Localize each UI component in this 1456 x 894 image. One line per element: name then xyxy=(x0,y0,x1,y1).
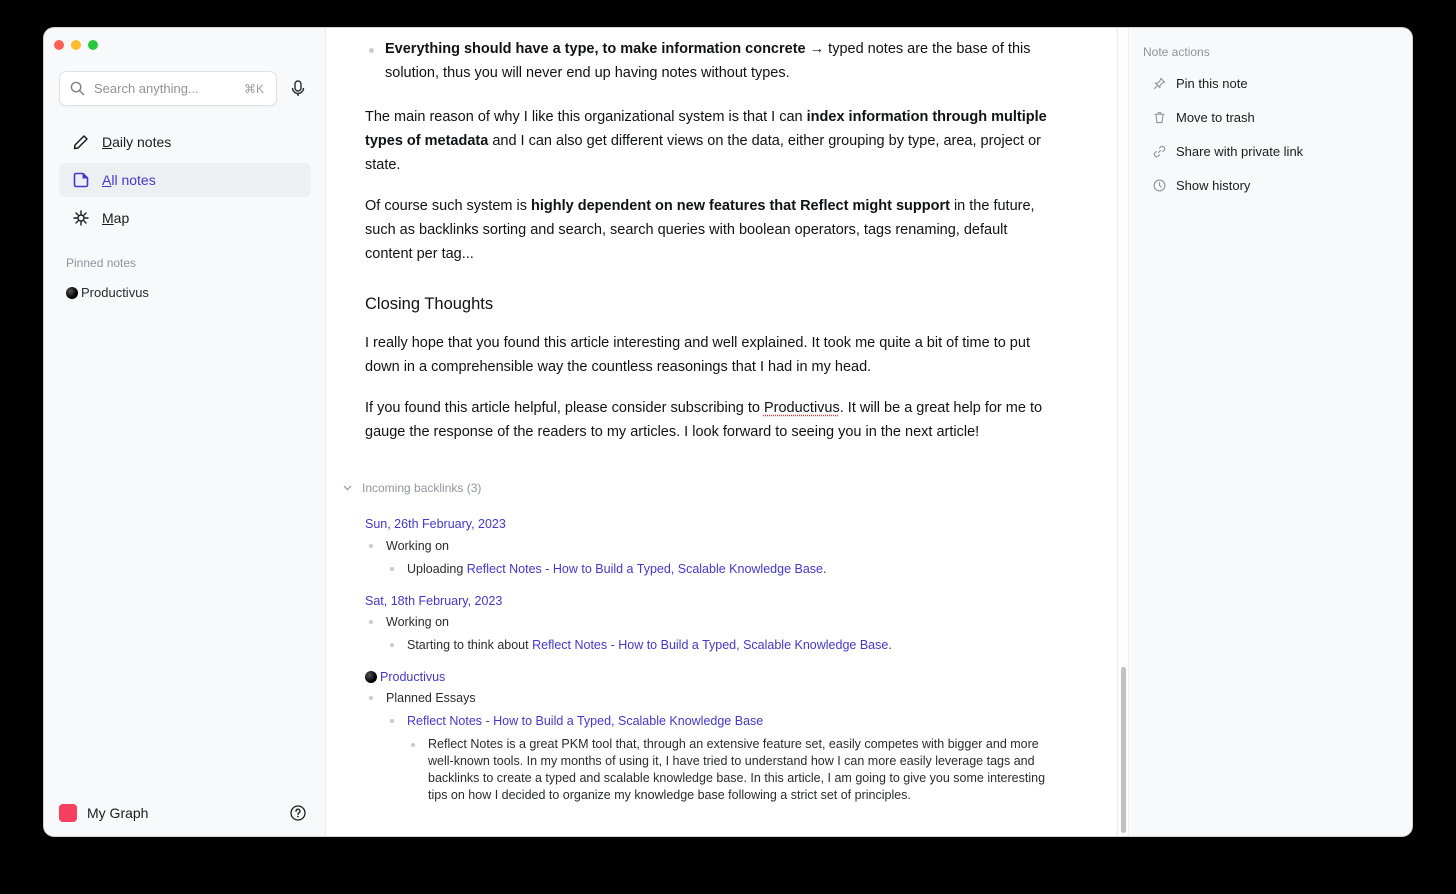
graph-name: My Graph xyxy=(87,805,149,821)
sidebar-nav xyxy=(59,125,311,239)
editor-scrollbar[interactable] xyxy=(1117,28,1129,836)
search-shortcut: ⌘K xyxy=(243,81,264,96)
graph-color-swatch xyxy=(59,804,77,822)
map-icon xyxy=(72,209,90,227)
backlink-list-item xyxy=(386,712,763,730)
note-editor[interactable] xyxy=(327,28,1117,836)
show-history-button[interactable]: Show history xyxy=(1152,178,1250,193)
sidebar-item-label: Daily notes xyxy=(102,134,172,150)
note-actions-panel xyxy=(1130,28,1412,836)
microphone-icon xyxy=(291,80,305,97)
window-controls xyxy=(54,40,98,50)
backlink-list-item: Starting to think about Reflect Notes - How to Build a Typed, Scalable Knowledge Base. xyxy=(386,636,892,654)
paragraph: I really hope that you found this article interesting and well explained. It took me quite a bit of time to put down in a comprehensible way the countless reasonings that I had in my head. xyxy=(365,335,1030,375)
backlink-excerpt: Reflect Notes is a great PKM tool that, through an extensive feature set, easily competes with bigger and more well-known tools. In my months of using it, I have tried to understand how I can more easily leverage tags and backlinks to create a typed and scalable knowledge base. In this article, I am going to give you some interesting tips on how I decided to organize my knowledge base following a strict set of principles. xyxy=(407,736,1057,804)
trash-icon xyxy=(1152,111,1166,125)
section-heading: Closing Thoughts xyxy=(365,295,494,313)
note-actions-heading: Note actions xyxy=(1143,45,1210,59)
app-window xyxy=(44,28,1412,836)
graph-switcher[interactable] xyxy=(59,804,148,822)
sidebar-item-map[interactable] xyxy=(59,201,311,235)
note-icon xyxy=(72,171,90,189)
search-icon xyxy=(70,81,85,96)
backlink-list-item: Working on xyxy=(365,537,449,555)
backlink-source-link[interactable]: Sat, 18th February, 2023 xyxy=(365,594,503,608)
backlink-list-item: Uploading Reflect Notes - How to Build a Typed, Scalable Knowledge Base. xyxy=(386,560,826,578)
clock-icon xyxy=(1152,179,1166,193)
black-circle-icon xyxy=(365,671,377,683)
black-circle-icon xyxy=(66,287,78,299)
sidebar xyxy=(44,28,326,836)
help-icon xyxy=(290,805,306,821)
note-link[interactable]: Reflect Notes - How to Build a Typed, Scalable Knowledge Base xyxy=(532,638,889,652)
pinned-notes-heading: Pinned notes xyxy=(66,256,137,270)
note-link[interactable]: Reflect Notes - How to Build a Typed, Scalable Knowledge Base xyxy=(407,714,764,728)
close-window-button[interactable] xyxy=(54,40,64,50)
misspelled-word: Productivus xyxy=(763,400,840,416)
note-link[interactable]: Reflect Notes - How to Build a Typed, Scalable Knowledge Base xyxy=(466,562,823,576)
link-icon xyxy=(1152,145,1166,159)
help-button[interactable] xyxy=(290,805,306,821)
sidebar-item-label: Map xyxy=(102,210,130,226)
microphone-button[interactable] xyxy=(291,80,305,102)
backlink-source-link[interactable]: Productivus xyxy=(365,668,445,686)
pinned-note-productivus[interactable]: Productivus xyxy=(66,285,149,300)
sidebar-item-all-notes[interactable] xyxy=(59,163,311,197)
paragraph: The main reason of why I like this organizational system is that I can index information through multiple types of metadata and I can also get different views on the data, either grouping by type, area, project or state. xyxy=(365,109,1047,173)
paragraph: Of course such system is highly dependent on new features that Reflect might support in the future, such as backlinks sorting and search, search queries with boolean operators, tags renaming, default content per tag... xyxy=(365,198,1035,262)
sidebar-item-daily-notes[interactable] xyxy=(59,125,311,159)
list-item: Everything should have a type, to make information concrete → typed notes are the base of this solution, thus you will never end up having notes without types. xyxy=(365,37,1077,85)
paragraph: If you found this article helpful, please consider subscribing to Productivus. It will be a great help for me to gauge the response of the readers to my articles. I look forward to seeing you in the next article! xyxy=(365,400,1043,440)
scrollbar-thumb[interactable] xyxy=(1121,667,1126,833)
pin-note-button[interactable]: Pin this note xyxy=(1152,76,1248,91)
chevron-down-icon xyxy=(343,485,352,491)
zoom-window-button[interactable] xyxy=(88,40,98,50)
search-input[interactable] xyxy=(59,71,277,106)
search-placeholder: Search anything... xyxy=(94,81,199,96)
backlink-source-link[interactable]: Sun, 26th February, 2023 xyxy=(365,517,506,531)
sidebar-item-label: All notes xyxy=(102,172,156,188)
minimize-window-button[interactable] xyxy=(71,40,81,50)
backlinks-toggle[interactable]: Incoming backlinks (3) xyxy=(343,481,481,495)
move-to-trash-button[interactable]: Move to trash xyxy=(1152,110,1255,125)
share-private-link-button[interactable]: Share with private link xyxy=(1152,144,1303,159)
backlink-list-item: Working on xyxy=(365,613,449,631)
pin-icon xyxy=(1152,77,1166,91)
backlink-list-item: Planned Essays xyxy=(365,689,476,707)
pencil-icon xyxy=(72,133,90,151)
